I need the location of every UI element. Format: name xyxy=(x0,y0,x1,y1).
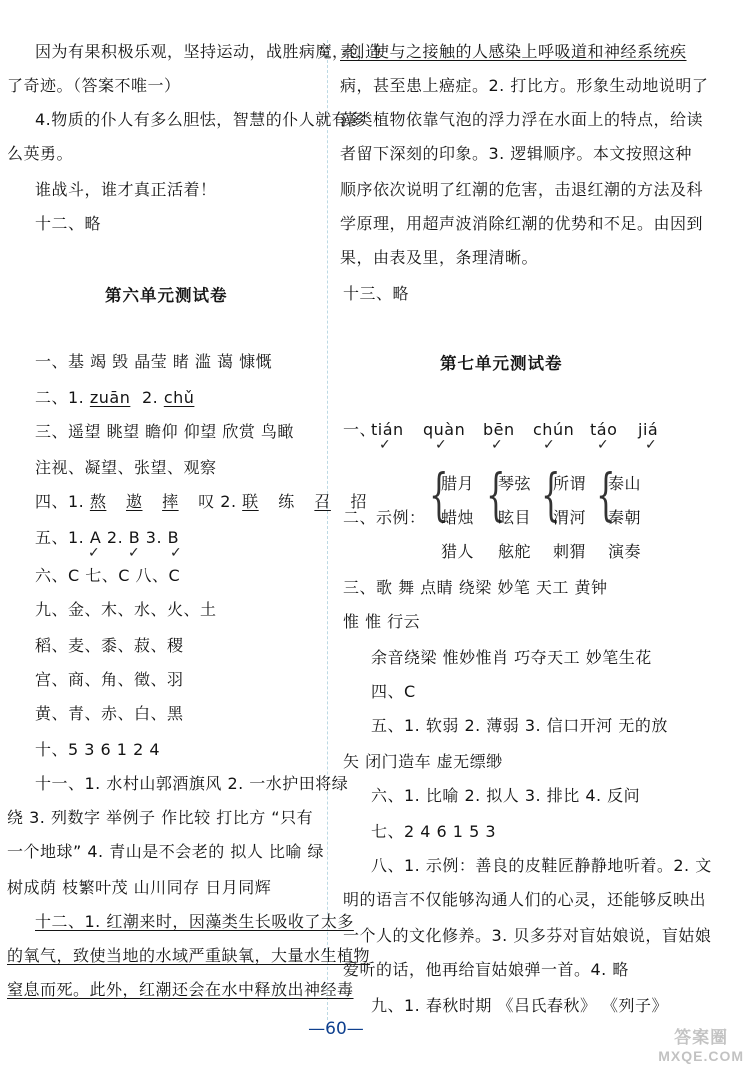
text-line: 十、5 3 6 1 2 4 xyxy=(35,740,161,759)
text-line: 五、1. 软弱 2. 薄弱 3. 信口开河 无的放 xyxy=(371,716,668,735)
pinyin-item: chún xyxy=(533,420,575,439)
pinyin-item: quàn xyxy=(423,420,466,439)
brace-icon: { xyxy=(429,463,449,528)
underlined-char: 联 xyxy=(242,492,259,511)
word-item: 蜡烛 xyxy=(441,508,475,527)
text-span: 招 xyxy=(350,492,367,511)
text-span: 四、1. xyxy=(35,492,85,511)
underlined-char: 遨 xyxy=(125,492,143,511)
check-mark: ✓ xyxy=(379,437,391,453)
text-line: 病，甚至患上癌症。2. 打比方。形象生动地说明了 xyxy=(340,76,709,95)
text-line: 么英勇。 xyxy=(7,144,74,163)
text-line: 三、遥望 眺望 瞻仰 仰望 欣赏 鸟瞰 xyxy=(35,422,294,441)
word-item: 腊月 xyxy=(441,474,475,493)
text-line xyxy=(35,492,367,512)
word-item: 舷舵 xyxy=(498,542,532,561)
brace-icon: { xyxy=(486,463,506,528)
text-line: 明的语言不仅能够沟通人们的心灵，还能够反映出 xyxy=(343,890,707,909)
check-mark: ✓ xyxy=(597,437,609,453)
text-line: 果，由表及里，条理清晰。 xyxy=(340,248,539,267)
unit7-title: 第七单元测试卷 xyxy=(440,354,563,373)
pinyin-item: táo xyxy=(590,420,618,439)
column-divider xyxy=(327,40,328,1020)
text-line: 六、1. 比喻 2. 拟人 3. 排比 4. 反问 xyxy=(371,786,641,805)
text-line: 者留下深刻的印象。3. 逻辑顺序。本文按照这种 xyxy=(340,144,692,163)
text-line: 惟 惟 行云 xyxy=(343,612,421,631)
text-line: 窒息而死。此外，红潮还会在水中释放出神经毒 xyxy=(7,980,354,999)
word-item: 所谓 xyxy=(553,474,587,493)
text-line: 谁战斗，谁才真正活着！ xyxy=(35,180,217,199)
text-line: 绕 3. 列数字 举例子 作比较 打比方 “只有 xyxy=(7,808,314,827)
text-line: 藻类植物依靠气泡的浮力浮在水面上的特点，给读 xyxy=(340,110,704,129)
text-line xyxy=(35,388,194,408)
text-line: 余音绕梁 惟妙惟肖 巧夺天工 妙笔生花 xyxy=(371,648,652,667)
pinyin-item: tián xyxy=(371,420,404,439)
watermark-line: 答案圈 xyxy=(674,1028,729,1047)
underlined-char: 熬 xyxy=(89,492,107,511)
underlined-char: 召 xyxy=(314,492,331,511)
text-line: 素，使与之接触的人感染上呼吸道和神经系统疾 xyxy=(340,42,687,61)
text-line: 宫、商、角、徵、羽 xyxy=(35,670,184,689)
text-line: 九、金、木、水、火、土 xyxy=(35,600,217,619)
word-item: 秦朝 xyxy=(608,508,642,527)
text-span: 二、1. xyxy=(35,388,85,407)
watermark-logo xyxy=(658,1023,744,1064)
text-line: 六、C 七、C 八、C xyxy=(35,566,181,585)
text-line: 五、1. A 2. B 3. B xyxy=(35,528,180,547)
check-mark: ✓ xyxy=(128,545,140,561)
text-line: 4.物质的仆人有多么胆怯，智慧的仆人就有多 xyxy=(35,110,365,129)
text-line: 十二、1. 红潮来时，因藻类生长吸收了太多 xyxy=(35,912,354,931)
pinyin-answer: chǔ xyxy=(163,388,195,407)
watermark-line: MXQE.COM xyxy=(658,1048,744,1064)
underlined-char: 摔 xyxy=(162,492,179,511)
text-line: 七、2 4 6 1 5 3 xyxy=(371,822,497,841)
text-line: 顺序依次说明了红潮的危害，击退红潮的方法及科 xyxy=(340,180,704,199)
brace-icon: { xyxy=(596,463,616,528)
text-line: 一个人的文化修养。3. 贝多芬对盲姑娘说，盲姑娘 xyxy=(343,926,712,945)
pinyin-answer: zuān xyxy=(89,388,131,407)
text-line: 十三、略 xyxy=(343,284,410,303)
unit6-title: 第六单元测试卷 xyxy=(105,286,228,305)
text-line: 一个地球” 4. 青山是不会老的 拟人 比喻 绿 xyxy=(7,842,324,861)
text-span: 叹 2. xyxy=(198,492,237,511)
text-line: 九、1. 春秋时期 《吕氏春秋》 《列子》 xyxy=(371,996,669,1015)
check-mark: ✓ xyxy=(543,437,555,453)
text-line: 一、基 竭 毁 晶莹 睹 滥 蔼 慷慨 xyxy=(35,352,273,371)
text-line: 三、歌 舞 点睛 绕梁 妙笔 天工 黄钟 xyxy=(343,578,608,597)
text-line: 黄、青、赤、白、黑 xyxy=(35,704,184,723)
text-line: 注视、凝望、张望、观察 xyxy=(35,458,217,477)
text-line: 八、1. 示例：善良的皮鞋匠静静地听着。2. 文 xyxy=(371,856,712,875)
text-line: 一、 xyxy=(343,420,377,439)
check-mark: ✓ xyxy=(491,437,503,453)
text-line: 十二、略 xyxy=(35,214,102,233)
text-line: 的氧气，致使当地的水域严重缺氧，大量水生植物 xyxy=(7,946,371,965)
word-item: 渭河 xyxy=(553,508,587,527)
text-line: 因为有果积极乐观，坚持运动，战胜病魔，创造 xyxy=(35,42,382,61)
text-line: 了奇迹。（答案不唯一） xyxy=(7,76,181,95)
word-item: 泰山 xyxy=(608,474,642,493)
pinyin-item: jiá xyxy=(638,420,659,439)
word-item: 刺猬 xyxy=(553,542,587,561)
word-item: 眩目 xyxy=(498,508,532,527)
text-line: 矢 闭门造车 虚无缥缈 xyxy=(343,752,503,771)
text-line: 稻、麦、黍、菽、稷 xyxy=(35,636,184,655)
word-item: 猎人 xyxy=(441,542,475,561)
word-item: 琴弦 xyxy=(498,474,532,493)
text-line: 学原理，用超声波消除红潮的优势和不足。由因到 xyxy=(340,214,704,233)
text-line: 树成荫 枝繁叶茂 山川同存 日月同辉 xyxy=(7,878,272,897)
text-line: 二、示例： xyxy=(343,508,426,527)
text-line: 爱听的话，他再给盲姑娘弹一首。4. 略 xyxy=(343,960,629,979)
check-mark: ✓ xyxy=(88,545,100,561)
word-item: 演奏 xyxy=(608,542,642,561)
text-span: 练 xyxy=(278,492,295,511)
text-line: 十一、1. 水村山郭酒旗风 2. 一水护田将绿 xyxy=(35,774,349,793)
page-number: —60— xyxy=(308,1019,364,1039)
pinyin-item: bēn xyxy=(483,420,515,439)
text-span: 2. xyxy=(141,388,159,407)
check-mark: ✓ xyxy=(170,545,182,561)
brace-icon: { xyxy=(541,463,561,528)
text-line: 四、C xyxy=(371,682,416,701)
check-mark: ✓ xyxy=(645,437,657,453)
check-mark: ✓ xyxy=(435,437,447,453)
